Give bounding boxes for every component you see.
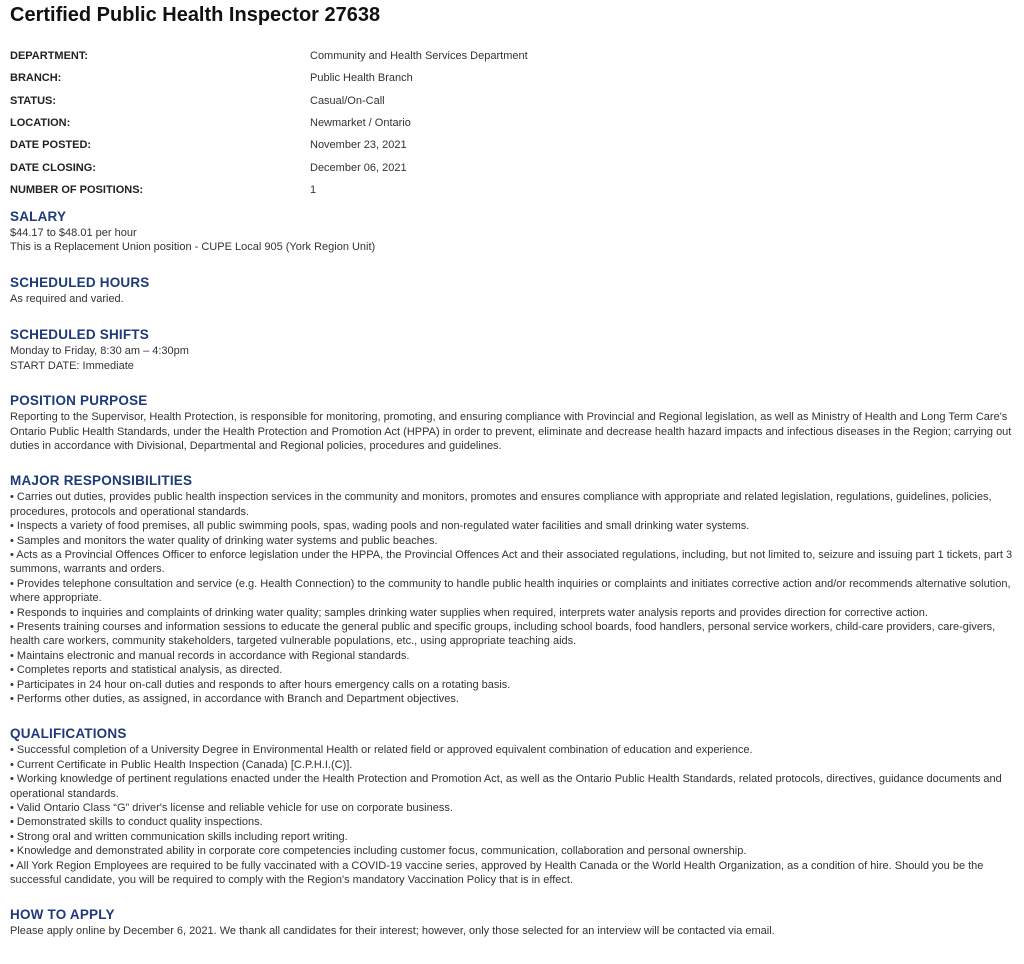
scheduled-shifts-section [10,326,1014,373]
qualifications-section [10,725,1014,887]
section-heading: SCHEDULED HOURS [10,274,150,290]
detail-row-status [10,90,1014,112]
salary-section [10,208,1014,255]
list-item: • Strong oral and written communication skills including report writing. [10,830,348,843]
detail-label: BRANCH: [10,72,62,85]
major-responsibilities-section [10,472,1014,706]
list-item: • Successful completion of a University Degree in Environmental Health or related field or approved equivalent combination of education and experience. [10,744,753,757]
detail-label: STATUS: [10,94,57,107]
detail-label: DEPARTMENT: [10,50,89,63]
detail-row-branch [10,67,1014,89]
salary-note: This is a Replacement Union position - CUPE Local 905 (York Region Unit) [10,241,376,254]
section-heading: SALARY [10,209,67,225]
list-item: • Carries out duties, provides public health inspection services in the community and monitors, promotes and ensures compliance with appropriate and related legislation, regulations, guidelines, policies, procedures, protocols and operational standards. [10,491,992,518]
detail-row-positions [10,179,1014,201]
detail-value: Newmarket / Ontario [310,117,411,130]
section-body [10,743,1014,887]
list-item: • Valid Ontario Class “G” driver's license and reliable vehicle for use on corporate business. [10,802,453,815]
section-body [10,344,1014,373]
shift-times: Monday to Friday, 8:30 am – 4:30pm [10,345,189,358]
detail-label: DATE CLOSING: [10,161,96,174]
list-item: • Samples and monitors the water quality of drinking water systems and public beaches. [10,534,438,547]
list-item: • Maintains electronic and manual records in accordance with Regional standards. [10,649,410,662]
hours-text: As required and varied. [10,292,124,305]
list-item: • Demonstrated skills to conduct quality inspections. [10,816,263,829]
section-heading: SCHEDULED SHIFTS [10,327,149,343]
detail-row-date-posted [10,134,1014,156]
section-body [10,410,1014,453]
list-item: • Current Certificate in Public Health Inspection (Canada) [C.P.H.I.(C)]. [10,758,353,771]
how-to-apply-section [10,906,1014,938]
list-item: • Acts as a Provincial Offences Officer to enforce legislation under the HPPA, the Provincial Offences Act and their associated regulations, including, but not limited to, seizure and issuing part 1 tickets, part 3 summons, warrants and orders. [10,548,1013,576]
detail-row-date-closing [10,156,1014,178]
detail-value: Community and Health Services Department [310,50,528,63]
purpose-text: Reporting to the Supervisor, Health Protection, is responsible for monitoring, promoting, and ensuring compliance with Provincial and Regional legislation, as well as Ministry of Health and Long Term Care's Ontario Public Health Standards, under the Health Protection and Promotion Act (HPPA) in order to prevent, eliminate and decrease health hazard impacts and infectious diseases in the Region; carrying out duties in accordance with Divisional, Departmental and Regional policies, procedures and guidelines. [10,411,1012,452]
detail-label: LOCATION: [10,117,71,130]
section-heading: QUALIFICATIONS [10,726,127,742]
job-details-table [10,45,1014,201]
list-item: • Responds to inquiries and complaints of drinking water quality; samples drinking water supplies when required, interprets water analysis reports and provides direction for corrective action. [10,606,928,619]
list-item: • Completes reports and statistical analysis, as directed. [10,664,283,677]
list-item: • All York Region Employees are required to be fully vaccinated with a COVID-19 vaccine series, approved by Health Canada or the World Health Organization, as a condition of hire. Should you be the successful candidate, you will be required to comply with the Region's mandatory Vaccination Policy that is in effect. [10,859,984,887]
list-item: • Participates in 24 hour on-call duties and responds to after hours emergency calls on a rotating basis. [10,678,511,691]
detail-value: Casual/On-Call [310,94,385,107]
list-item: • Provides telephone consultation and service (e.g. Health Connection) to the community to handle public health inquiries or complaints and initiates corrective action and/or recommends alternative solution, where appropriate. [10,577,1011,605]
section-body [10,226,1014,255]
list-item: • Presents training courses and information sessions to educate the general public and specific groups, including school boards, food handlers, personal service workers, child-care providers, care-givers, health care workers, community stakeholders, targeted vulnerable populations, etc., using appropriate teaching aids. [10,620,996,648]
start-date: START DATE: Immediate [10,359,134,372]
salary-range: $44.17 to $48.01 per hour [10,227,137,240]
section-heading: POSITION PURPOSE [10,393,148,409]
detail-value: Public Health Branch [310,72,413,85]
scheduled-hours-section [10,274,1014,306]
detail-row-department [10,45,1014,67]
detail-value: November 23, 2021 [310,139,407,152]
apply-text: Please apply online by December 6, 2021. We thank all candidates for their interest; however, only those selected for an interview will be contacted via email. [10,925,775,938]
list-item: • Inspects a variety of food premises, all public swimming pools, spas, wading pools and non-regulated water facilities and small drinking water systems. [10,520,750,533]
section-heading: MAJOR RESPONSIBILITIES [10,473,193,489]
detail-value: 1 [310,183,317,196]
list-item: • Performs other duties, as assigned, in accordance with Branch and Department objectives. [10,693,459,706]
detail-value: December 06, 2021 [310,161,407,174]
page-title: Certified Public Health Inspector 27638 [10,4,381,26]
position-purpose-section [10,392,1014,453]
list-item: • Working knowledge of pertinent regulations enacted under the Health Protection and Promotion Act, as well as the Ontario Public Health Standards, related protocols, directives, guidance documents and operational standards. [10,773,1002,800]
detail-label: NUMBER OF POSITIONS: [10,183,144,196]
section-body [10,292,1014,306]
detail-row-location [10,112,1014,134]
section-body [10,490,1014,706]
detail-label: DATE POSTED: [10,139,92,152]
list-item: • Knowledge and demonstrated ability in corporate core competencies including customer focus, communication, collaboration and personal ownership. [10,845,747,858]
section-heading: HOW TO APPLY [10,907,115,923]
section-body [10,924,1014,938]
